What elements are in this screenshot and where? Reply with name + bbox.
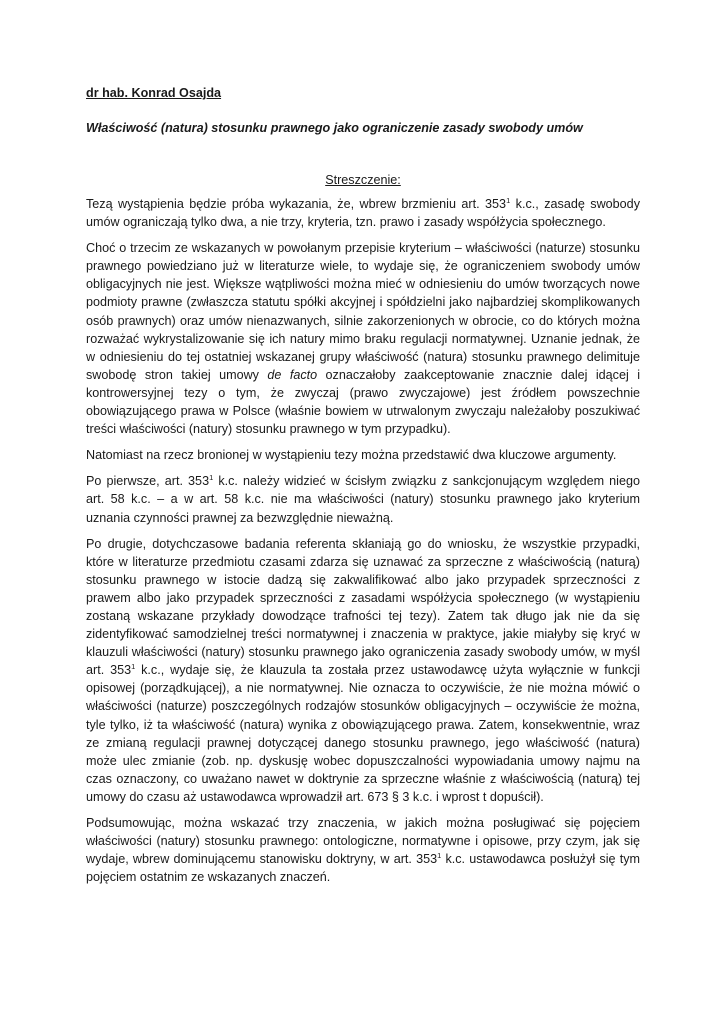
paragraph-6 — [86, 814, 640, 886]
paragraph-1-text-a: Tezą wystąpienia będzie próba wykazania, że, wbrew brzmieniu art. 353 — [86, 197, 507, 211]
paragraph-3: Natomiast na rzecz bronionej w wystąpieniu tezy można przedstawić dwa kluczowe argumenty. — [86, 448, 617, 463]
superscript-1: 1 — [131, 662, 136, 672]
document-title: Właściwość (natura) stosunku prawnego jako ograniczenie zasady swobody umów — [86, 121, 583, 135]
paragraph-1 — [86, 195, 640, 231]
paragraph-5-text-a: Po drugie, dotychczasowe badania referenta skłaniają go do wniosku, że wszystkie przypadki, które w literaturze przedmiotu czasami zdarza się uznawać za sprzeczne z właściwością (naturą) stosunku prawnego w istocie dadzą się zakwalifikować albo jako przypadek sprzeczności z prawem albo jako przypadek sprzeczności z zasadami współżycia społecznego (w wystąpieniu zostaną wskazane przykłady dowodzące trafności tej tezy). Zatem tak długo jak nie da się zidentyfikować samodzielnej treści normatywnej i znaczenia w praktyce, jakie miałyby się kryć w klauzuli właściwości (natury) stosunku prawnego jako ograniczenia zasady swobody umów, w myśl art. 353 — [86, 536, 640, 678]
paragraph-5-text-b: k.c., wydaje się, że klauzula ta została przez ustawodawcę użyta wyłącznie w funkcji opisowej (porządkującej), a nie normatywnej. Nie oznacza to oczywiście, że nie można mówić o właściwości (naturze) poszczególnych rodzajów stosunków obligacyjnych – oczywiście że można, tyle tylko, iż ta właściwość (natura) wynika z obowiązującego prawa. Zatem, konsekwentnie, wraz ze zmianą regulacji prawnej dotyczącej danego stosunku prawnego, jego właściwość (natura) może ulec zmianie (zob. np. dyskusję wobec dopuszczalności wypowiadania umowy najmu na czas oznaczony, co uważano nawet w doktrynie za sprzeczne właśnie z właściwością (naturą) tej umowy do czasu aż ustawodawca wprowadził art. 673 § 3 k.c. i wprost t dopuścił). — [86, 663, 640, 804]
superscript-1: 1 — [209, 473, 214, 483]
section-heading: Streszczenie: — [325, 173, 401, 187]
superscript-1: 1 — [506, 196, 511, 205]
paragraph-5 — [86, 535, 640, 806]
paragraph-2-text-b: oznaczałoby zaakceptowanie znacznie dalej idącej i kontrowersyjnej tezy o tym, że zwyczaj (prawo zwyczajowe) jest źródłem powszechnie obowiązującego prawa w Polsce (właśnie bowiem w utrwalonym zwyczaju należałoby poszukiwać treści właściwości (natury) stosunku prawnego w tym przypadku). — [86, 367, 640, 437]
document-body — [86, 84, 640, 886]
paragraph-4-text-a: Po pierwsze, art. 353 — [86, 474, 210, 489]
superscript-1: 1 — [437, 851, 442, 861]
paragraph-1-text-b: k.c., zasadę swobody umów ograniczają tylko dwa, a nie trzy, kryteria, tzn. prawo i zasady współżycia społecznego. — [86, 197, 640, 230]
author-name: dr hab. Konrad Osajda — [86, 86, 222, 100]
paragraph-2-italic: de facto — [267, 367, 318, 382]
paragraph-2 — [86, 239, 640, 438]
paragraph-6-text-b: k.c. ustawodawca posłużył się tym pojęciem ostatnim ze wskazanych znaczeń. — [86, 852, 640, 885]
paragraph-4-text-b: k.c. należy widzieć w ścisłym związku z sankcjonującym względem niego art. 58 k.c. – a w art. 58 k.c. nie ma właściwości (natury) stosunku prawnego jako kryterium uznania czynności prawnej za bezwzględnie nieważną. — [86, 474, 640, 525]
paragraph-2-text-a: Choć o trzecim ze wskazanych w powołanym przepisie kryterium – właściwości (naturze) stosunku prawnego powiedziano już w literaturze wiele, to wydaje się, że ograniczeniem swobody umów obligacyjnych nie jest. Większe wątpliwości można mieć w odniesieniu do umów tworzących nowe podmioty prawne (zwłaszcza statutu spółki akcyjnej i spółdzielni jako najbardziej skomplikowanych osób prawnych) oraz umów nienazwanych, silnie zakorzenionych w obrocie, co do których można rozważać wykrystalizowanie się ich natury mimo braku regulacji normatywnej. Uznanie jednak, że w odniesieniu do tej ostatniej wskazanej grupy właściwość (natura) stosunku prawnego delimituje swobodę stron takiej umowy — [86, 241, 640, 382]
paragraph-4 — [86, 472, 640, 526]
paragraph-6-text-a: Podsumowując, można wskazać trzy znaczenia, w jakich można posługiwać się pojęciem właściwości (natury) stosunku prawnego: ontologiczne, normatywne i opisowe, przy czym, jak się wydaje, wbrew dominującemu stanowisku doktryny, w art. 353 — [86, 816, 640, 867]
